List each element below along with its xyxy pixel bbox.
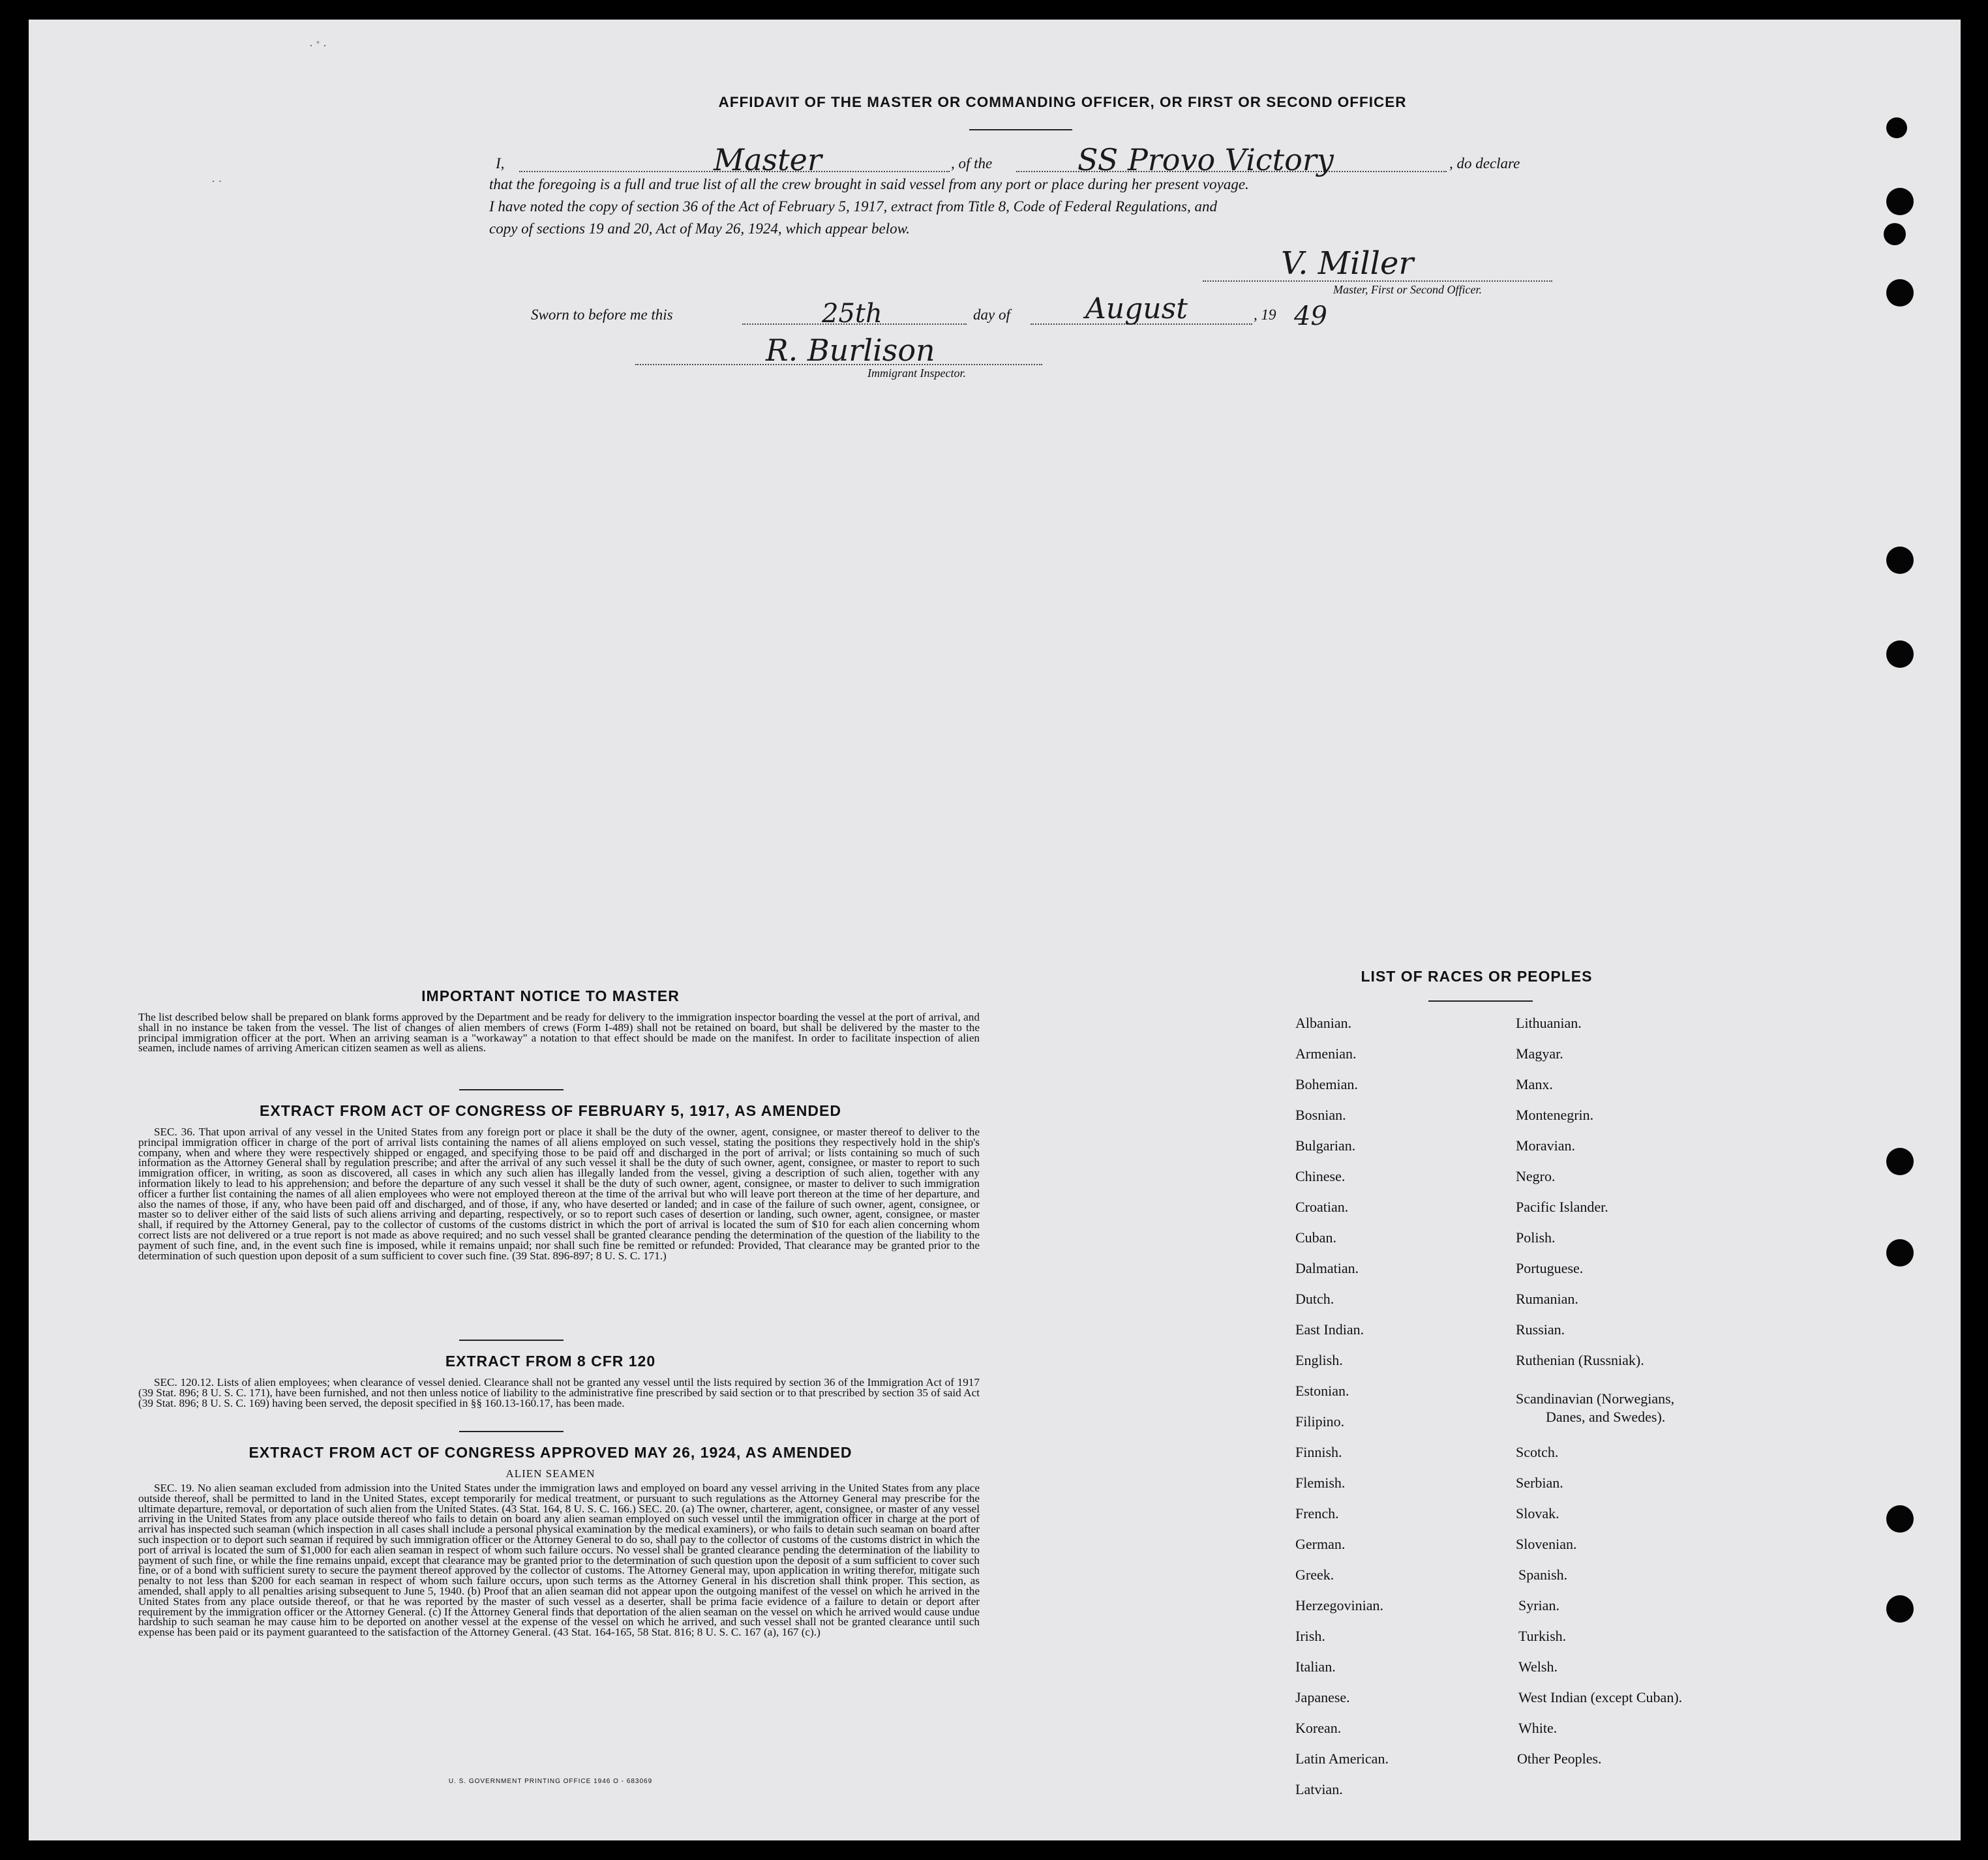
punch-hole bbox=[1886, 1595, 1914, 1623]
punch-hole bbox=[1886, 1239, 1914, 1267]
race-right-item: Montenegrin. bbox=[1516, 1107, 1594, 1123]
race-right-item: Polish. bbox=[1516, 1229, 1556, 1246]
extract-1917-divider bbox=[459, 1340, 564, 1341]
race-right-item: Serbian. bbox=[1516, 1475, 1563, 1491]
extract-cfr-title: EXTRACT FROM 8 CFR 120 bbox=[445, 1353, 656, 1370]
officer-caption: Master, First or Second Officer. bbox=[1333, 283, 1482, 296]
notice-title: IMPORTANT NOTICE TO MASTER bbox=[421, 987, 680, 1004]
race-left-item: English. bbox=[1295, 1352, 1343, 1368]
punch-hole bbox=[1886, 279, 1914, 307]
race-left-item: French. bbox=[1295, 1505, 1339, 1522]
punch-hole bbox=[1886, 188, 1914, 215]
handwritten-year: 49 bbox=[1294, 301, 1327, 331]
inspector-signature: R. Burlison bbox=[766, 333, 935, 368]
race-right-item: Lithuanian. bbox=[1516, 1015, 1582, 1031]
race-left-item: German. bbox=[1295, 1536, 1346, 1552]
notice-text: The list described below shall be prepared on blank forms approved by the Department and be ready for delivery to the immigration inspector boarding the vessel at the port of arrival, and shall in no instance be taken from the vessel. The list of changes of alien members of crews (Form I-489) shall not be retained on board, but shall be delivered by the master to the principal immigration officer at the port. When an arriving seaman is a "workaway" a notation to that effect should be made on the manifest. In order to facilitate inspection of alien seamen, include names of arriving American citizen seamen as well as aliens. bbox=[138, 1011, 980, 1055]
race-left-item: Latin American. bbox=[1295, 1750, 1389, 1767]
handwritten-month: August bbox=[1085, 292, 1188, 325]
scan-speck: · · bbox=[211, 175, 222, 188]
race-left-item: Italian. bbox=[1295, 1658, 1336, 1675]
punch-hole bbox=[1884, 223, 1906, 245]
race-left-item: Dalmatian. bbox=[1295, 1260, 1359, 1276]
race-left-item: Irish. bbox=[1295, 1628, 1325, 1644]
race-left-item: Korean. bbox=[1295, 1720, 1342, 1736]
handwritten-rank: Master bbox=[714, 142, 822, 177]
race-left-item: Bulgarian. bbox=[1295, 1137, 1356, 1154]
race-right-item: Scotch. bbox=[1516, 1444, 1559, 1460]
extract-1924-subtitle: ALIEN SEAMEN bbox=[505, 1467, 595, 1480]
race-right-item: Manx. bbox=[1516, 1076, 1553, 1092]
affidavit-line1 bbox=[29, 151, 1961, 177]
punch-hole bbox=[1886, 117, 1907, 138]
affidavit-do-declare: , do declare bbox=[1449, 155, 1520, 172]
affidavit-of-the: , of the bbox=[951, 155, 993, 172]
race-right-item: Rumanian. bbox=[1516, 1291, 1578, 1307]
race-left-item: Bosnian. bbox=[1295, 1107, 1346, 1123]
race-right-item: Scandinavian (Norwegians, bbox=[1516, 1390, 1675, 1407]
race-left-item: Bohemian. bbox=[1295, 1076, 1358, 1092]
race-left-item: Chinese. bbox=[1295, 1168, 1346, 1184]
race-left-item: Japanese. bbox=[1295, 1689, 1350, 1705]
race-left-item: Latvian. bbox=[1295, 1781, 1343, 1797]
printer-imprint: U. S. GOVERNMENT PRINTING OFFICE 1946 O - 683069 bbox=[448, 1778, 653, 1785]
race-right-item: Slovak. bbox=[1516, 1505, 1559, 1522]
race-left-item: Croatian. bbox=[1295, 1199, 1349, 1215]
race-right-item: White. bbox=[1518, 1720, 1558, 1736]
race-right-item: Magyar. bbox=[1516, 1045, 1563, 1062]
officer-signature: V. Miller bbox=[1281, 245, 1414, 282]
race-left-item: Finnish. bbox=[1295, 1444, 1342, 1460]
sworn-text: Sworn to before me this bbox=[531, 307, 673, 323]
handwritten-day: 25th bbox=[822, 299, 882, 329]
race-right-item: Danes, and Swedes). bbox=[1546, 1409, 1666, 1425]
document-page bbox=[29, 20, 1961, 1840]
extract-1924-text: SEC. 19. No alien seaman excluded from admission into the United States under the immigration laws and employed on board any vessel arriving in the United States from any place outside thereof, shall be permitted to land in the United States, except temporarily for medical treatment, or pursuant to such regulations as the Attorney General may prescribe for the ultimate departure, removal, or deportation of such alien from the United States. (43 Stat. 164, 8 U. S. C. 166.) SEC. 20. (a) The owner, charterer, agent, consignee, or master of any vessel arriving in the United States from any place outside thereof who fails to detain on board any alien seaman employed on such vessel until the immigration officer in charge at the port of arrival has inspected such seaman (which inspection in all cases shall include a personal physical examination by the medical examiners), or who fails to detain such seaman on board after such inspection or to deport such seaman if required by such immigration officer or the Attorney General to do so, shall pay to the collector of customs of the customs district in which the port of arrival is located the sum of $1,000 for each alien seaman in respect of whom such failure occurs. No vessel shall be granted clearance pending the determination of the liability to payment of such fine, or while the fine remains unpaid, except that clearance may be granted prior to the determination of such question upon the deposit of a sum sufficient to cover such fine, or of a bond with sufficient surety to secure the payment thereof approved by the collector of customs. The Attorney General may, upon application in writing therefor, mitigate such penalty to not less than $200 for each seaman in respect of whom such failure occurs, upon such terms as the Attorney General in his discretion shall think proper. This section, as amended, shall apply to all penalties arising subsequent to June 5, 1940. (b) Proof that an alien seaman did not appear upon the outgoing manifest of the vessel on which he arrived in the United States from any place outside thereof, or that he was reported by the master of such vessel as a deserter, shall be prima facie evidence of a failure to detain or deport after requirement by the immigration officer or the Attorney General. (c) If the Attorney General finds that deportation of the alien seaman on the vessel on which he arrived would cause undue hardship to such seaman he may cause him to be deported on another vessel at the expense of the vessel on which he arrived, and such vessel shall not be granted clearance until such expense has been paid or its payment guaranteed to the satisfaction of the Attorney General. (43 Stat. 164-165, 58 Stat. 816; 8 U. S. C. 167 (a), 167 (c).) bbox=[138, 1482, 980, 1639]
race-left-item: Dutch. bbox=[1295, 1291, 1334, 1307]
affidavit-line3: I have noted the copy of section 36 of the Act of February 5, 1917, extract from Title 8, Code of Federal Regulations, and bbox=[489, 198, 1217, 215]
year-prefix: , 19 bbox=[1254, 307, 1276, 323]
race-left-item: Herzegovinian. bbox=[1295, 1597, 1383, 1613]
races-divider bbox=[1428, 1000, 1533, 1002]
race-right-item: Pacific Islander. bbox=[1516, 1199, 1608, 1215]
punch-hole bbox=[1886, 547, 1914, 574]
race-left-item: Filipino. bbox=[1295, 1413, 1345, 1430]
race-right-item: Slovenian. bbox=[1516, 1536, 1577, 1552]
race-right-item: Moravian. bbox=[1516, 1137, 1576, 1154]
race-left-item: East Indian. bbox=[1295, 1321, 1364, 1338]
race-right-item: Welsh. bbox=[1518, 1658, 1558, 1675]
extract-cfr-text: SEC. 120.12. Lists of alien employees; when clearance of vessel denied. Clearance shall not be granted any vessel until the lists required by section 36 of the Immigration Act of 1917 (39 Stat. 896; 8 U. S. C. 171), have been furnished, and not then unless notice of liability to the administrative fine prescribed by said section or to that prescribed by section 35 of said Act (39 Stat. 896; 8 U. S. C. 169) having been served, the deposit specified in §§ 160.13-160.17, has been made. bbox=[138, 1376, 980, 1409]
race-right-item: Other Peoples. bbox=[1517, 1750, 1602, 1767]
affidavit-i: I, bbox=[496, 155, 505, 172]
race-right-item: Ruthenian (Russniak). bbox=[1516, 1352, 1644, 1368]
punch-hole bbox=[1886, 640, 1914, 668]
punch-hole bbox=[1886, 1148, 1914, 1175]
race-left-item: Albanian. bbox=[1295, 1015, 1352, 1031]
extract-1924-title: EXTRACT FROM ACT OF CONGRESS APPROVED MAY 26, 1924, AS AMENDED bbox=[248, 1444, 852, 1461]
affidavit-line4: copy of sections 19 and 20, Act of May 26, 1924, which appear below. bbox=[489, 220, 910, 237]
scan-speck: · ˚ · bbox=[309, 39, 327, 52]
extract-cfr-divider bbox=[459, 1431, 564, 1432]
day-of-text: day of bbox=[973, 307, 1010, 323]
extract-1917-text: SEC. 36. That upon arrival of any vessel in the United States from any foreign port or place it shall be the duty of the owner, agent, consignee, or master thereof to deliver to the principal immigration officer in charge of the port of arrival lists containing the names of all aliens employed on such vessel, stating the positions they respectively hold in the ship's company, when and where they were respectively shipped or engaged, and specifying those to be paid off and discharged in the port of arrival; or lists containing so much of such information as the Attorney General shall by regulation prescribe; and after the arrival of any such vessel it shall be the duty of such owner, agent, consignee, or master to report to such immigration officer, in writing, as soon as discovered, all cases in which any such alien has illegally landed from the vessel, giving a description of such alien, together with any information likely to lead to his apprehension; and before the departure of any such vessel it shall be the duty of such owner, agent, consignee, or master to deliver to such immigration officer a further list containing the names of all alien employees who were not employed thereon at the time of the arrival but who will leave port thereon at the time of her departure, and also the names of those, if any, who have been paid off and discharged, and of those, if any, who have deserted or landed; and in case of the failure of such owner, agent, consignee, or master so to deliver either of the said lists of such aliens arriving and departing, respectively, or so to report such cases of desertion or landing, such owner, agent, consignee, or master shall, if required by the Attorney General, pay to the collector of customs of the customs district in which the port of arrival is located the sum of $10 for each alien concerning whom correct lists are not delivered or a true report is not made as above required; and no such vessel shall be granted clearance pending the determination of the question of the liability to the payment of such fine, and, in the event such fine is imposed, while it remains unpaid; nor shall such fine be remitted or refunded: Provided, That clearance may be granted prior to the determination of such question upon deposit of a sum sufficient to cover such fine. (39 Stat. 896-897; 8 U. S. C. 171.) bbox=[138, 1126, 980, 1262]
race-right-item: Spanish. bbox=[1518, 1567, 1568, 1583]
race-right-item: Negro. bbox=[1516, 1168, 1556, 1184]
punch-hole bbox=[1886, 1505, 1914, 1533]
title-divider bbox=[969, 129, 1072, 130]
race-left-item: Armenian. bbox=[1295, 1045, 1357, 1062]
race-right-item: Syrian. bbox=[1518, 1597, 1559, 1613]
extract-1917-title: EXTRACT FROM ACT OF CONGRESS OF FEBRUARY 5, 1917, AS AMENDED bbox=[260, 1102, 841, 1119]
races-title: LIST OF RACES OR PEOPLES bbox=[1361, 968, 1593, 985]
race-right-item: West Indian (except Cuban). bbox=[1518, 1689, 1683, 1705]
race-left-item: Flemish. bbox=[1295, 1475, 1346, 1491]
race-left-item: Estonian. bbox=[1295, 1383, 1349, 1399]
race-right-item: Turkish. bbox=[1518, 1628, 1567, 1644]
inspector-caption: Immigrant Inspector. bbox=[867, 367, 966, 380]
race-right-item: Portuguese. bbox=[1516, 1260, 1584, 1276]
affidavit-line2: that the foregoing is a full and true list of all the crew brought in said vessel from any port or place during her present voyage. bbox=[489, 176, 1249, 192]
race-left-item: Greek. bbox=[1295, 1567, 1334, 1583]
race-right-item: Russian. bbox=[1516, 1321, 1565, 1338]
race-left-item: Cuban. bbox=[1295, 1229, 1336, 1246]
affidavit-title: AFFIDAVIT OF THE MASTER OR COMMANDING OFFICER, OR FIRST OR SECOND OFFICER bbox=[718, 94, 1407, 110]
handwritten-vessel: SS Provo Victory bbox=[1077, 142, 1334, 177]
notice-divider bbox=[459, 1089, 564, 1090]
